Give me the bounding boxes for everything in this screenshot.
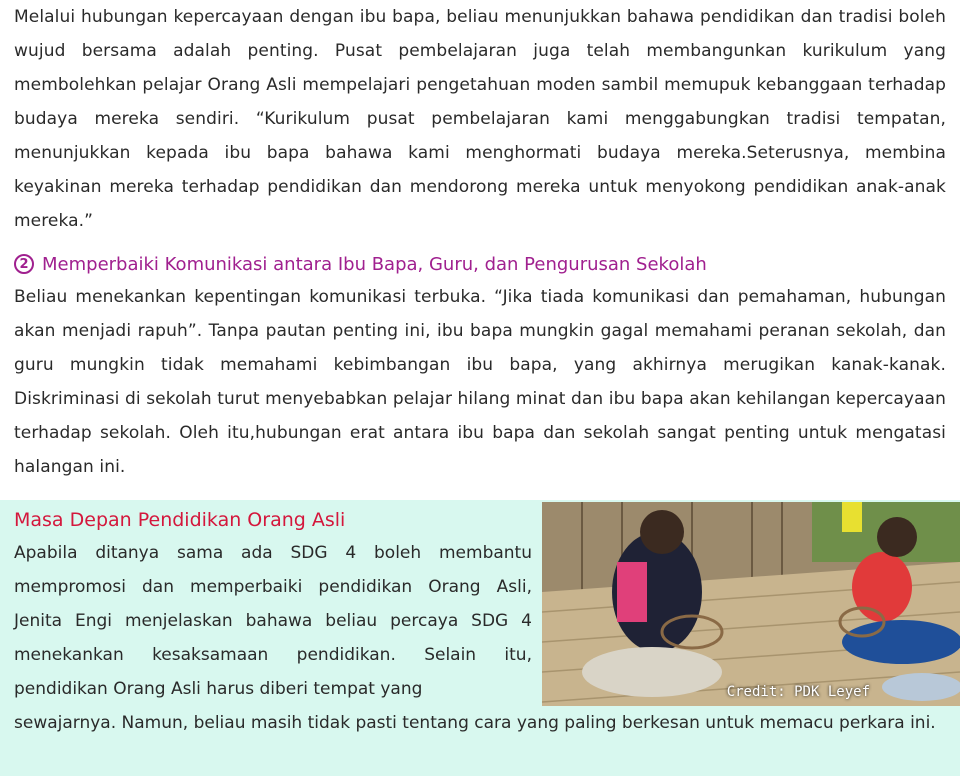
future-section-title: Masa Depan Pendidikan Orang Asli bbox=[14, 509, 346, 531]
photo-illustration bbox=[542, 502, 960, 706]
section-title: Memperbaiki Komunikasi antara Ibu Bapa, Guru, dan Pengurusan Sekolah bbox=[42, 253, 707, 275]
section-number-badge: 2 bbox=[14, 254, 34, 274]
section-heading-communication bbox=[14, 248, 707, 280]
future-paragraph-part1: Apabila ditanya sama ada SDG 4 boleh membantu mempromosi dan memperbaiki pendidikan Orang Asli, Jenita Engi menjelaskan bahawa beliau percaya SDG 4 menekankan kesaksamaan pendidikan. Selain itu, pendidikan Orang Asli harus diberi tempat yang bbox=[14, 543, 532, 699]
photo-credit: Credit: PDK Leyef bbox=[726, 684, 870, 700]
future-paragraph-part2: sewajarnya. Namun, beliau masih tidak pasti tentang cara yang paling berkesan untuk memacu perkara ini. bbox=[14, 713, 936, 733]
paragraph-trust: Melalui hubungan kepercayaan dengan ibu bapa, beliau menunjukkan bahawa pendidikan dan tradisi boleh wujud bersama adalah penting. Pusat pembelajaran juga telah membangunkan kurikulum yang membolehkan pelajar Orang Asli mempelajari pengetahuan moden sambil memupuk kebanggaan terhadap budaya mereka sendiri. “Kurikulum pusat pembelajaran kami menggabungkan tradisi tempatan, menunjukkan kepada ibu bapa bahawa kami menghormati budaya mereka.Seterusnya, membina keyakinan mereka terhadap pendidikan dan mendorong mereka untuk menyokong pendidikan anak-anak mereka.” bbox=[14, 7, 946, 231]
future-section bbox=[0, 500, 960, 776]
photo-children-weaving bbox=[542, 502, 960, 706]
paragraph-communication: Beliau menekankan kepentingan komunikasi terbuka. “Jika tiada komunikasi dan pemahaman, hubungan akan menjadi rapuh”. Tanpa pautan penting ini, ibu bapa mungkin gagal memahami peranan sekolah, dan guru mungkin tidak memahami kebimbangan ibu bapa, yang akhirnya merugikan kanak-kanak. Diskriminasi di sekolah turut menyebabkan pelajar hilang minat dan ibu bapa akan kehilangan kepercayaan terhadap sekolah. Oleh itu,hubungan erat antara ibu bapa dan sekolah sangat penting untuk mengatasi halangan ini. bbox=[14, 287, 946, 477]
